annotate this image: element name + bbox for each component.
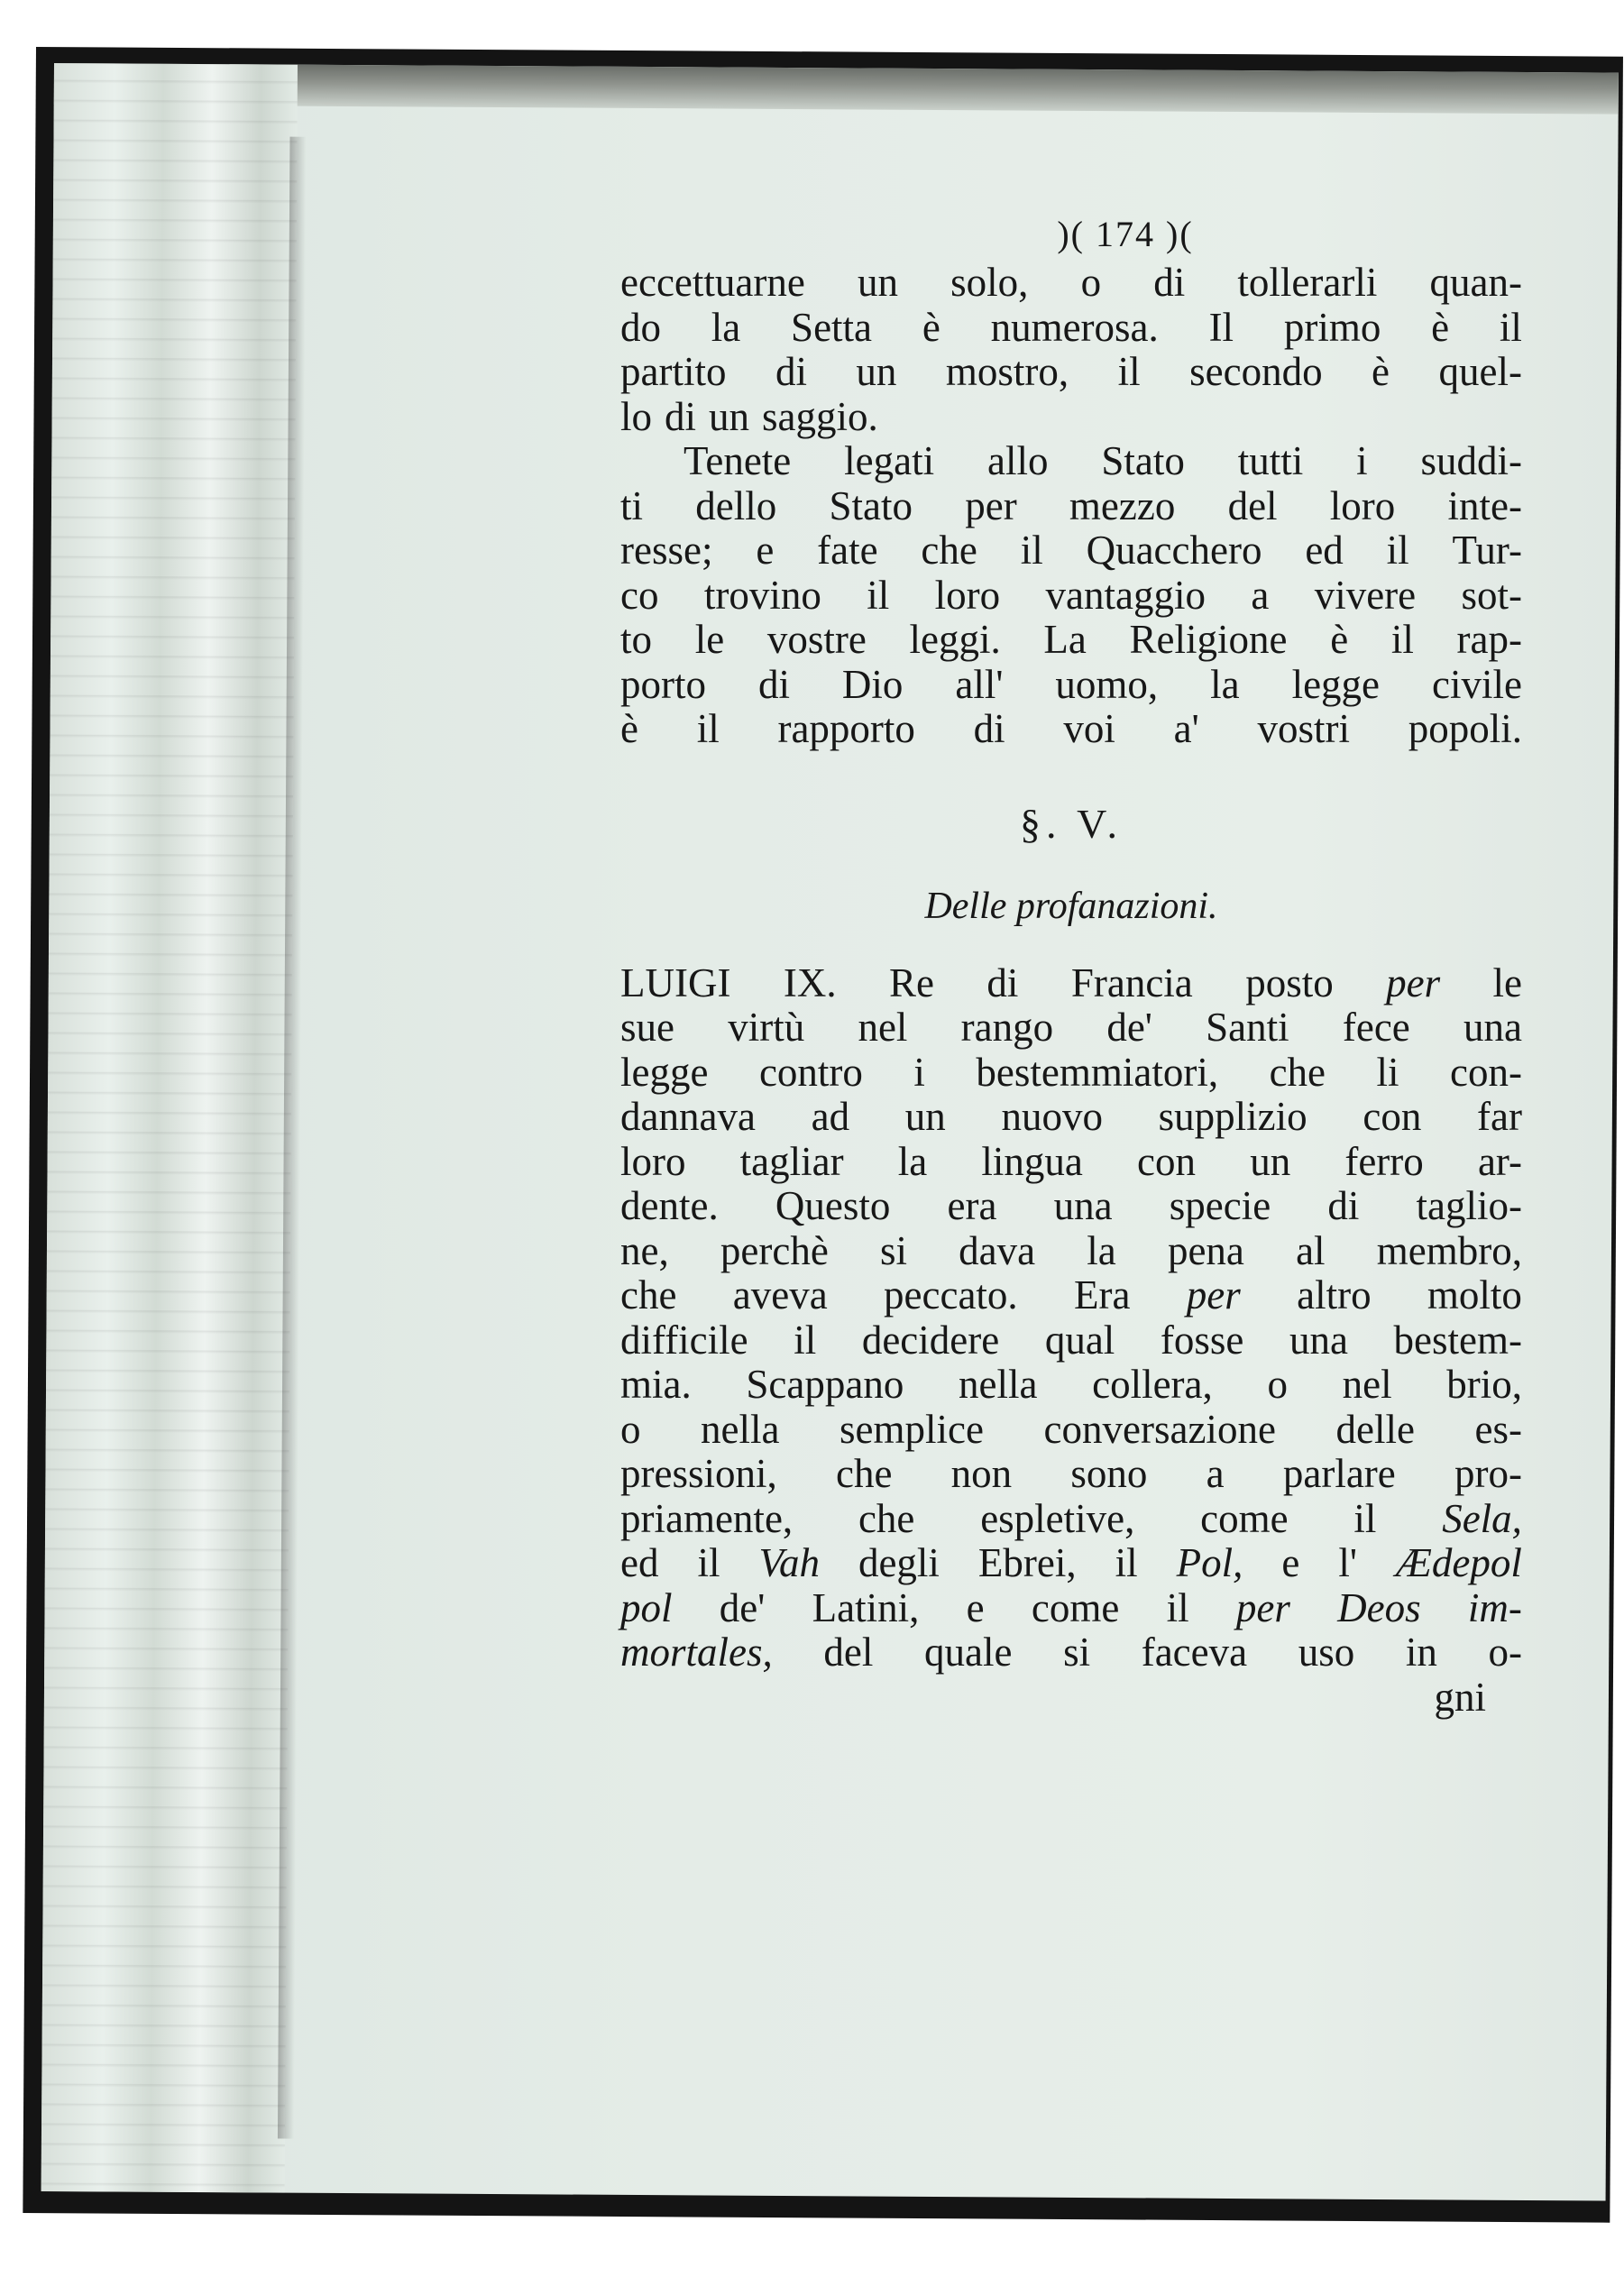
word: ar-	[1477, 1138, 1522, 1184]
word: virtù	[728, 1005, 805, 1050]
word: di	[1327, 1183, 1360, 1228]
word: perchè	[720, 1227, 829, 1273]
word: in	[1405, 1630, 1437, 1675]
word: Era	[1074, 1272, 1131, 1318]
word: Re	[889, 959, 935, 1005]
word: il	[1166, 1584, 1189, 1630]
word: con-	[1450, 1049, 1522, 1095]
word: di	[973, 706, 1005, 751]
word: vostri	[1257, 706, 1350, 751]
word: Questo	[775, 1183, 891, 1228]
word: ferro	[1344, 1138, 1424, 1184]
word: solo,	[950, 260, 1029, 305]
word: to	[620, 617, 653, 662]
word: una	[1289, 1317, 1348, 1363]
word: Setta	[791, 304, 873, 350]
word: a	[1251, 572, 1270, 618]
word: bestem-	[1393, 1317, 1522, 1363]
word: loro	[934, 572, 1001, 618]
word: leggi.	[909, 617, 1001, 662]
word: Stato	[1101, 438, 1185, 483]
word: Vah	[758, 1540, 820, 1585]
word: con	[1363, 1094, 1422, 1139]
word: La	[1043, 617, 1087, 662]
text-line	[620, 528, 1522, 574]
word: loro	[620, 1138, 686, 1184]
text-line	[620, 1140, 1522, 1185]
word: o	[620, 1406, 641, 1452]
word: taglio-	[1416, 1183, 1522, 1228]
text-line	[620, 1273, 1522, 1318]
word: un	[856, 349, 897, 394]
word: inte-	[1447, 482, 1522, 528]
word: un	[709, 393, 750, 439]
word: fosse	[1160, 1317, 1244, 1363]
word: Deos	[1337, 1584, 1421, 1630]
text-line	[620, 1318, 1522, 1363]
word: è	[1372, 349, 1390, 394]
word: si	[1063, 1630, 1091, 1675]
word: è	[620, 706, 638, 751]
word: vivere	[1314, 572, 1417, 618]
word: le	[694, 617, 725, 662]
word: qual	[1044, 1317, 1115, 1363]
word: di	[1153, 260, 1186, 305]
word: i	[913, 1049, 925, 1095]
word: saggio.	[762, 393, 878, 439]
page-fore-edge	[41, 63, 298, 2193]
word: ed	[1305, 528, 1344, 573]
word: dente.	[620, 1183, 719, 1228]
catchword: gni	[1434, 1674, 1486, 1720]
word: nuovo	[1001, 1094, 1103, 1139]
word: do	[620, 304, 661, 350]
word: fece	[1342, 1005, 1410, 1050]
word: supplizio	[1158, 1094, 1307, 1139]
word: con	[1137, 1138, 1197, 1184]
text-line	[620, 1408, 1522, 1453]
section-title: Delle profanazioni.	[924, 885, 1218, 927]
word: la	[711, 304, 741, 350]
word: che	[921, 528, 977, 573]
word: che	[835, 1451, 893, 1496]
word: uso	[1298, 1630, 1355, 1675]
text-line	[620, 1452, 1522, 1497]
word: quan-	[1429, 260, 1522, 305]
word: Francia	[1070, 959, 1193, 1005]
text-line	[620, 707, 1522, 752]
word: dava	[959, 1227, 1036, 1273]
paragraph-3	[620, 961, 1522, 1676]
word: Il	[1208, 304, 1234, 350]
word: o-	[1488, 1630, 1522, 1675]
word: il	[1117, 349, 1141, 394]
word: a	[1206, 1451, 1225, 1496]
word: conversazione	[1043, 1406, 1276, 1452]
word: nella	[701, 1406, 780, 1452]
word: sue	[620, 1005, 674, 1050]
word: il	[1020, 528, 1043, 573]
text-line	[620, 395, 1522, 440]
word: quale	[923, 1630, 1013, 1675]
word: Santi	[1206, 1005, 1289, 1050]
word: era	[947, 1183, 997, 1228]
word: suddi-	[1420, 438, 1522, 483]
word: il	[1386, 528, 1409, 573]
word: bestemmiatori,	[976, 1049, 1219, 1095]
word: come	[1031, 1584, 1120, 1630]
word: civile	[1431, 661, 1522, 707]
word: mostro,	[945, 349, 1069, 394]
word: aveva	[732, 1272, 828, 1318]
word: specie	[1169, 1183, 1271, 1228]
text-line	[620, 1363, 1522, 1408]
word: de'	[719, 1584, 766, 1630]
word: è	[922, 304, 940, 350]
word: tutti	[1237, 438, 1304, 483]
word: nel	[858, 1005, 908, 1050]
word: Pol,	[1176, 1540, 1243, 1585]
word: priamente,	[620, 1495, 794, 1541]
word: Sela,	[1442, 1495, 1522, 1541]
word: Tur-	[1452, 528, 1522, 573]
word: pena	[1167, 1227, 1244, 1273]
word: brio,	[1446, 1362, 1522, 1407]
text-line	[620, 1630, 1522, 1676]
word: uomo,	[1055, 661, 1159, 707]
word: mezzo	[1069, 482, 1176, 528]
word: primo	[1283, 304, 1381, 350]
word: il	[1390, 617, 1414, 662]
word: l'	[1338, 1540, 1357, 1585]
text-line	[620, 663, 1522, 708]
word: legati	[844, 438, 935, 483]
text-line	[620, 618, 1522, 663]
word: al	[1296, 1227, 1326, 1273]
text-line	[620, 1541, 1522, 1586]
word: ti	[620, 482, 644, 528]
word: dannava	[620, 1094, 756, 1139]
section-number: §. V.	[1020, 800, 1123, 847]
word: dello	[695, 482, 777, 528]
word: di	[986, 959, 1019, 1005]
word: le	[1492, 959, 1522, 1005]
text-block	[620, 210, 1522, 1720]
word: la	[1210, 661, 1240, 707]
text-line	[620, 1497, 1522, 1542]
word: non	[950, 1451, 1013, 1496]
word: faceva	[1141, 1630, 1248, 1675]
word: membro,	[1376, 1227, 1522, 1273]
word: di	[757, 661, 790, 707]
word: di	[775, 349, 807, 394]
word: Quacchero	[1086, 528, 1262, 573]
word: rapporto	[777, 706, 915, 751]
word: vostre	[766, 617, 867, 662]
word: rango	[960, 1005, 1054, 1050]
word: per	[1186, 1272, 1241, 1318]
word: rap-	[1456, 617, 1522, 662]
word: che	[858, 1495, 915, 1541]
word: IX.	[783, 959, 837, 1005]
word: Religione	[1129, 617, 1288, 662]
word: è	[1431, 304, 1450, 350]
word: decidere	[861, 1317, 1000, 1363]
word: del	[1227, 482, 1278, 528]
word: lingua	[981, 1138, 1083, 1184]
word: si	[879, 1227, 907, 1273]
word: LUIGI	[620, 959, 731, 1005]
word: eccettuarne	[620, 260, 805, 305]
word: Tenete	[684, 438, 792, 483]
word: per	[1235, 1584, 1290, 1630]
word: il	[1115, 1540, 1138, 1585]
word: contro	[758, 1049, 863, 1095]
text-line	[620, 350, 1522, 395]
word: far	[1477, 1094, 1522, 1139]
word: il	[867, 572, 890, 618]
word: delle	[1335, 1406, 1415, 1452]
word: Ebrei,	[977, 1540, 1077, 1585]
word: un	[1250, 1138, 1291, 1184]
word: Scappano	[746, 1362, 904, 1407]
text-line	[620, 306, 1522, 351]
word: fate	[817, 528, 878, 573]
word: im-	[1467, 1584, 1522, 1630]
word: difficile	[620, 1317, 748, 1363]
word: o	[1080, 260, 1102, 305]
word: i	[1356, 438, 1368, 483]
text-line	[620, 484, 1522, 529]
word: Stato	[829, 482, 913, 528]
word: molto	[1427, 1272, 1522, 1318]
text-line	[620, 1005, 1522, 1051]
word: Ædepol	[1395, 1540, 1522, 1585]
word: è	[1330, 617, 1349, 662]
word: numerosa.	[990, 304, 1159, 350]
word: de'	[1106, 1005, 1152, 1050]
text-line	[620, 1184, 1522, 1229]
word: Dio	[841, 661, 904, 707]
word: sot-	[1461, 572, 1522, 618]
word: per	[965, 482, 1017, 528]
word: e	[1281, 1540, 1300, 1585]
word: resse;	[620, 528, 713, 573]
word: tollerarli	[1237, 260, 1378, 305]
word: parlare	[1282, 1451, 1396, 1496]
word: porto	[620, 661, 706, 707]
word: mortales,	[620, 1630, 773, 1675]
word: ad	[811, 1094, 850, 1139]
word: il	[697, 1540, 720, 1585]
word: e	[966, 1584, 985, 1630]
word: il	[696, 706, 720, 751]
word: trovino	[703, 572, 821, 618]
word: la	[1087, 1227, 1116, 1273]
word: popoli.	[1408, 706, 1522, 751]
text-line	[620, 961, 1522, 1006]
word: voi	[1063, 706, 1115, 751]
paragraph-1	[620, 261, 1522, 439]
word: altro	[1297, 1272, 1372, 1318]
word: sono	[1070, 1451, 1148, 1496]
word: per	[1386, 959, 1441, 1005]
word: il	[1353, 1495, 1377, 1541]
word: ed	[620, 1540, 659, 1585]
word: pro-	[1454, 1451, 1522, 1496]
word: un	[858, 260, 898, 305]
text-line	[620, 439, 1522, 484]
word: nella	[959, 1362, 1038, 1407]
word: tagliar	[739, 1138, 844, 1184]
word: del	[823, 1630, 874, 1675]
word: collera,	[1092, 1362, 1213, 1407]
word: legge	[1291, 661, 1381, 707]
text-line	[620, 1229, 1522, 1274]
word: il	[794, 1317, 817, 1363]
word: all'	[955, 661, 1004, 707]
word: che	[1269, 1049, 1326, 1095]
text-line	[620, 1095, 1522, 1140]
word: Latini,	[812, 1584, 920, 1630]
word: pressioni,	[620, 1451, 777, 1496]
word: mia.	[620, 1362, 692, 1407]
word: ne,	[620, 1227, 669, 1273]
word: o	[1267, 1362, 1288, 1407]
word: che	[620, 1272, 677, 1318]
word: secondo	[1189, 349, 1323, 394]
word: li	[1376, 1049, 1399, 1095]
word: di	[665, 393, 697, 439]
word: legge	[620, 1049, 709, 1095]
word: una	[1463, 1005, 1522, 1050]
word: pol	[620, 1584, 673, 1630]
word: es-	[1474, 1406, 1522, 1452]
word: il	[1499, 304, 1522, 350]
word: co	[620, 572, 659, 618]
word: un	[904, 1094, 946, 1139]
word: espletive,	[980, 1495, 1135, 1541]
word: una	[1053, 1183, 1113, 1228]
word: nel	[1342, 1362, 1392, 1407]
word: partito	[620, 349, 727, 394]
word: e	[756, 528, 775, 573]
word: lo	[620, 393, 653, 439]
word: vantaggio	[1045, 572, 1206, 618]
word: loro	[1329, 482, 1396, 528]
word: quel-	[1438, 349, 1522, 394]
running-head: )( 174 )(	[1057, 214, 1194, 254]
text-line	[620, 574, 1522, 619]
word: posto	[1245, 959, 1334, 1005]
text-line	[620, 1051, 1522, 1096]
paragraph-2	[620, 439, 1522, 752]
word: peccato.	[884, 1272, 1018, 1318]
word: semplice	[840, 1406, 984, 1452]
text-line	[620, 261, 1522, 306]
word: allo	[986, 438, 1049, 483]
word: come	[1200, 1495, 1289, 1541]
word: degli	[858, 1540, 940, 1585]
text-line	[620, 1586, 1522, 1631]
word: a'	[1173, 706, 1199, 751]
word: la	[897, 1138, 928, 1184]
